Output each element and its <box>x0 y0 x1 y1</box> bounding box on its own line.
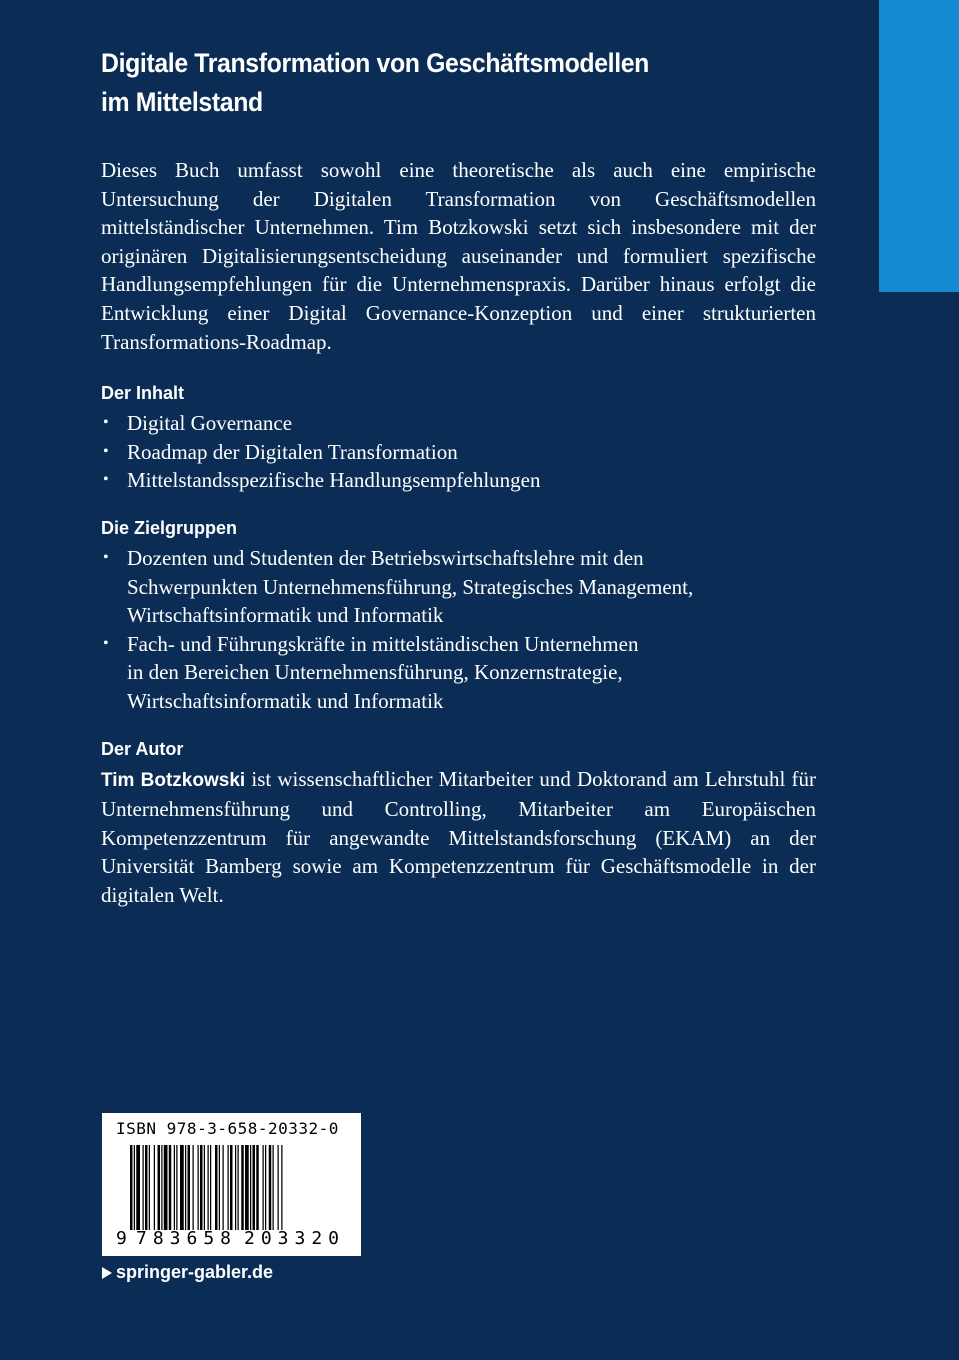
book-title-line-1: Digitale Transformation von Geschäftsmodellen <box>101 48 649 78</box>
barcode-digit-lead: 9 <box>116 1228 127 1249</box>
barcode-bar <box>161 1145 162 1230</box>
barcode-bar <box>253 1145 256 1230</box>
bullet-icon: • <box>103 548 109 566</box>
barcode-bar <box>265 1145 266 1230</box>
barcode-bar <box>149 1145 150 1230</box>
zielgruppen-item-text: Fach- und Führungskräfte in mittelständischen Unternehmen in den Bereichen Unternehmensführung, Konzernstrategie, Wirtschaftsinformatik und Informatik <box>127 631 639 713</box>
barcode-bar <box>143 1145 144 1230</box>
book-title-line-2: im Mittelstand <box>101 87 263 117</box>
accent-color-tab <box>879 0 959 292</box>
author-paragraph <box>101 765 816 910</box>
list-item <box>101 409 816 438</box>
barcode-bar <box>235 1145 236 1230</box>
list-item <box>101 466 816 495</box>
barcode-bar <box>256 1145 259 1230</box>
zielgruppen-list <box>101 544 816 716</box>
barcode-digit-group-left: 783658 <box>136 1228 238 1249</box>
barcode-bar <box>210 1145 211 1230</box>
barcode-bar <box>278 1145 279 1230</box>
barcode-bar <box>193 1145 194 1230</box>
barcode-bar <box>164 1145 168 1230</box>
barcode-bar <box>198 1145 199 1230</box>
barcode-bar <box>263 1145 264 1230</box>
bullet-icon: • <box>103 414 109 432</box>
barcode-bar <box>230 1145 233 1230</box>
barcode-bar <box>208 1145 209 1230</box>
barcode-digit-group-right: 203320 <box>244 1228 346 1249</box>
zielgruppen-item-text: Dozenten und Studenten der Betriebswirtschaftslehre mit den Schwerpunkten Unternehmensführung, Strategisches Management, Wirtschaftsinformatik und Informatik <box>127 545 694 628</box>
isbn-barcode <box>102 1113 361 1256</box>
inhalt-item-text: Mittelstandsspezifische Handlungsempfehlungen <box>127 468 541 493</box>
barcode-bar <box>223 1145 224 1230</box>
bullet-icon: • <box>103 471 109 489</box>
barcode-bar <box>200 1145 203 1230</box>
barcode-bar <box>154 1145 155 1230</box>
barcode-bar <box>180 1145 184 1230</box>
inhalt-heading: Der Inhalt <box>101 383 185 404</box>
autor-heading: Der Autor <box>101 738 184 759</box>
barcode-bar <box>158 1145 161 1230</box>
barcode-digits <box>116 1228 352 1249</box>
barcode-bar <box>145 1145 148 1230</box>
barcode-bar <box>134 1145 135 1230</box>
website-link[interactable] <box>102 1262 273 1283</box>
barcode-bar <box>238 1145 239 1230</box>
list-item <box>101 438 816 467</box>
barcode-bar <box>219 1145 220 1230</box>
barcode-bar <box>273 1145 274 1230</box>
author-name: Tim Botzkowski <box>101 769 246 791</box>
barcode-bar <box>245 1145 249 1230</box>
list-item <box>101 630 816 716</box>
inhalt-item-text: Digital Governance <box>127 411 293 436</box>
website-text: springer-gabler.de <box>116 1262 274 1282</box>
barcode-bar <box>241 1145 244 1230</box>
back-cover-content <box>101 44 816 909</box>
barcode-bar <box>215 1145 218 1230</box>
intro-paragraph: Dieses Buch umfasst sowohl eine theoretische als auch eine empirische Untersuchung der Digitalen Transformation von Geschäftsmodellen mittelständischer Unternehmen. Tim Botzkowski setzt sich insbesondere mit der originären Digitalisierungsentscheidung auseinander und formuliert spezifische Handlungsempfehlungen für die Unternehmenspraxis. Darüber hinaus erfolgt die Entwicklung einer Digital Governance-Konzeption und einer strukturierten Transformations-Roadmap. <box>101 158 816 354</box>
isbn-label: ISBN 978-3-658-20332-0 <box>116 1119 339 1138</box>
arrow-right-icon <box>102 1267 112 1279</box>
barcode-bar <box>250 1145 251 1230</box>
inhalt-list <box>101 409 816 495</box>
barcode-bar <box>204 1145 205 1230</box>
barcode-bar <box>136 1145 140 1230</box>
inhalt-item-text: Roadmap der Digitalen Transformation <box>127 439 458 464</box>
barcode-bar <box>130 1145 133 1230</box>
barcode-bar <box>188 1145 191 1230</box>
zielgruppen-heading: Die Zielgruppen <box>101 517 238 538</box>
bullet-icon: • <box>103 634 109 652</box>
barcode-bar <box>228 1145 229 1230</box>
barcode-bar <box>174 1145 175 1230</box>
barcode-bar <box>169 1145 172 1230</box>
bullet-icon: • <box>103 442 109 460</box>
list-item <box>101 544 816 630</box>
barcode-bar <box>281 1145 282 1230</box>
barcode-bar <box>185 1145 186 1230</box>
barcode-bar <box>176 1145 177 1230</box>
book-title <box>101 44 825 122</box>
barcode-bar <box>269 1145 272 1230</box>
author-bio: ist wissenschaftlicher Mitarbeiter und Doktorand am Lehrstuhl für Unternehmensführung und Controlling, Mitarbeiter am Europäischen Kompetenzzentrum für angewandte Mittelstandsforschung (EKAM) an der Universität Bamberg sowie am Kompetenzzentrum für Geschäftsmodelle in der digitalen Welt. <box>101 766 816 907</box>
